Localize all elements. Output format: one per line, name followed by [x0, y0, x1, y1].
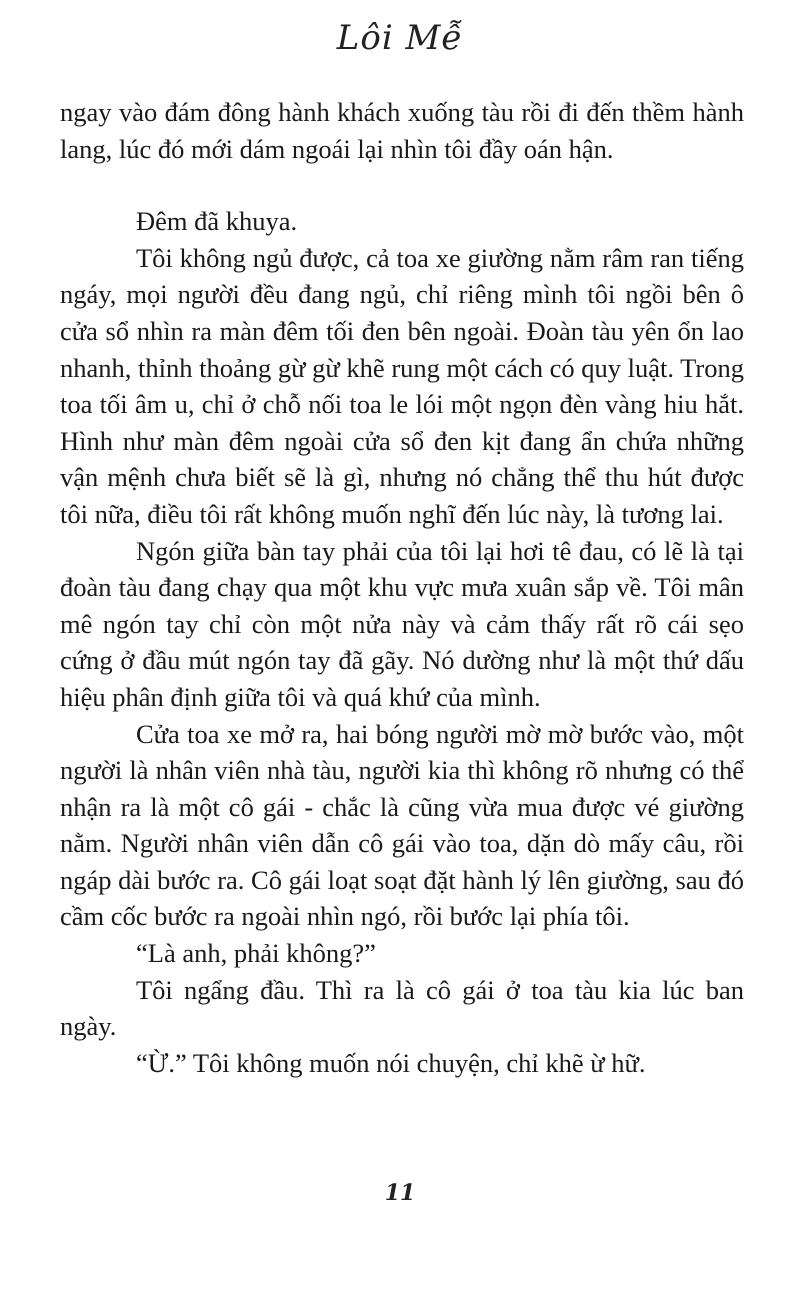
running-header: Lôi Mễ	[336, 18, 464, 58]
paragraph: Tôi ngẩng đầu. Thì ra là cô gái ở toa tàu kia lúc ban ngày.	[60, 974, 744, 1042]
paragraph: Ngón giữa bàn tay phải của tôi lại hơi tê đau, có lẽ là tại đoàn tàu đang chạy qua một khu vực mưa xuân sắp về. Tôi mân mê ngón tay chỉ còn một nửa này và cảm thấy rất rõ cái sẹo cứng ở đầu mút ngón tay đã gãy. Nó dường như là một thứ dấu hiệu phân định giữa tôi và quá khứ của mình.	[60, 535, 744, 712]
paragraph: Tôi không ngủ được, cả toa xe giường nằm râm ran tiếng ngáy, mọi người đều đang ngủ, chỉ riêng mình tôi ngồi bên ô cửa sổ nhìn ra màn đêm tối đen bên ngoài. Đoàn tàu yên ổn lao nhanh, thỉnh thoảng gừ gừ khẽ rung một cách có quy luật. Trong toa tối âm u, chỉ ở chỗ nối toa le lói một ngọn đèn vàng hiu hắt. Hình như màn đêm ngoài cửa sổ đen kịt đang ẩn chứa những vận mệnh chưa biết sẽ là gì, nhưng nó chẳng thể thu hút được tôi nữa, điều tôi rất không muốn nghĩ đến lúc này, là tương lai.	[60, 242, 744, 529]
paragraph: Cửa toa xe mở ra, hai bóng người mờ mờ bước vào, một người là nhân viên nhà tàu, người kia thì không rõ nhưng có thể nhận ra là một cô gái - chắc là cũng vừa mua được vé giường nằm. Người nhân viên dẫn cô gái vào toa, dặn dò mấy câu, rồi ngáp dài bước ra. Cô gái loạt soạt đặt hành lý lên giường, sau đó cầm cốc bước ra ngoài nhìn ngó, rồi bước lại phía tôi.	[60, 718, 744, 932]
body-text	[60, 94, 744, 1081]
dialogue-line: “Ừ.” Tôi không muốn nói chuyện, chỉ khẽ ừ hữ.	[136, 1047, 646, 1078]
dialogue-line: “Là anh, phải không?”	[136, 938, 376, 969]
page-number: 11	[384, 1180, 416, 1206]
paragraph-continuation: ngay vào đám đông hành khách xuống tàu rồi đi đến thềm hành lang, lúc đó mới dám ngoái lại nhìn tôi đầy oán hận.	[60, 97, 744, 164]
paragraph: Đêm đã khuya.	[136, 206, 298, 237]
